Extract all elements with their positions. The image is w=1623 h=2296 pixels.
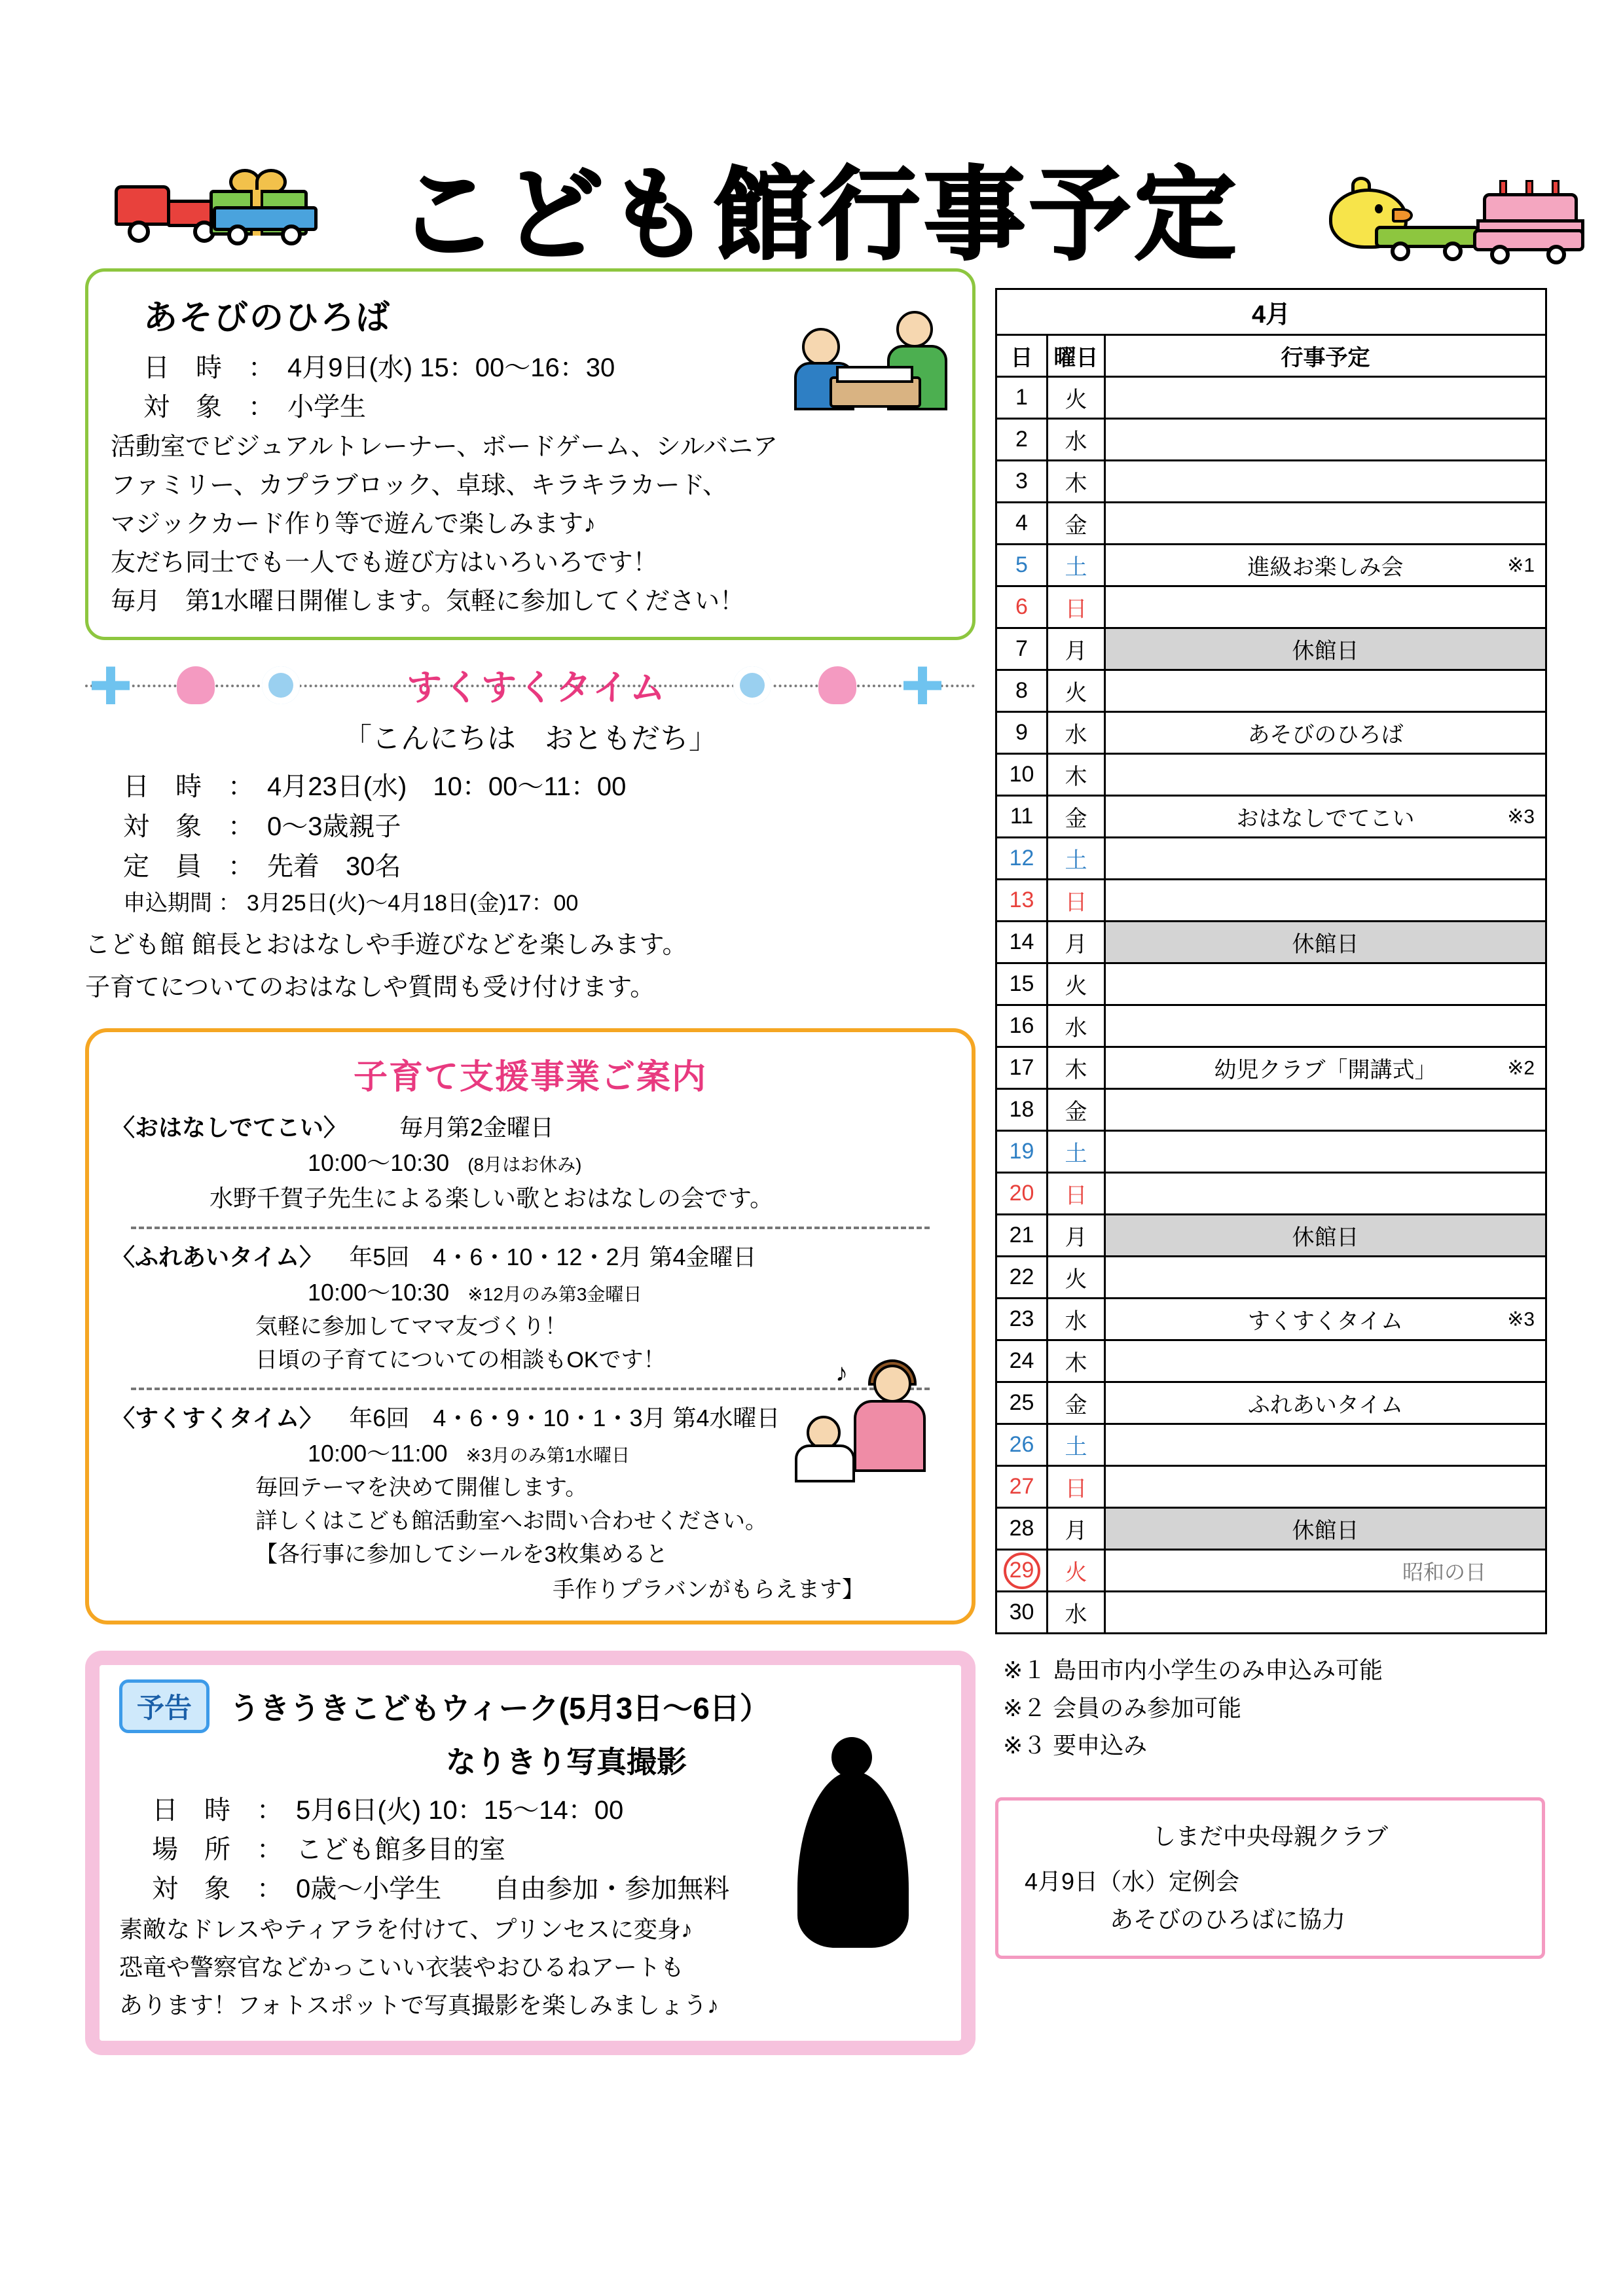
right-column (995, 288, 1545, 1959)
calendar-weekday: 土 (1048, 838, 1105, 880)
calendar-event (1105, 880, 1546, 922)
calendar-day: 18 (996, 1089, 1048, 1131)
calendar-event (1105, 1089, 1546, 1131)
calendar-weekday: 金 (1048, 1382, 1105, 1424)
calendar-weekday: 日 (1048, 880, 1105, 922)
fureai-time: 10:00〜10:30 (308, 1278, 450, 1306)
fureai-row (111, 1240, 949, 1275)
table-row (996, 1131, 1546, 1173)
ohanashi-head: 〈おはなしでてこい〉 (111, 1113, 348, 1141)
blue-car-icon (213, 206, 327, 249)
calendar-event (1105, 503, 1546, 545)
sukusuku-body-2: 子育てについてのおはなしや質問も受け付けます。 (85, 973, 655, 1001)
table-row (996, 503, 1546, 545)
calendar-day: 20 (996, 1173, 1048, 1215)
table-row (996, 1382, 1546, 1424)
table-row (996, 1466, 1546, 1508)
calendar-event: 進級お楽しみ会 ※1 (1105, 545, 1546, 586)
calendar-day: 19 (996, 1131, 1048, 1173)
kosodate-support-section (85, 1028, 976, 1624)
princess-silhouette-icon (784, 1737, 922, 1953)
calendar-day: 2 (996, 419, 1048, 461)
calendar-day: 12 (996, 838, 1048, 880)
sukusuku-apply-period: 申込期間 ： 3月25日(火)〜4月18日(金)17：00 (123, 890, 579, 916)
sukusuku-capacity: 定 員 ： 先着 30名 (123, 852, 401, 882)
table-row (996, 796, 1546, 838)
calendar-day: 24 (996, 1340, 1048, 1382)
table-row (996, 1047, 1546, 1089)
calendar-weekday: 金 (1048, 1089, 1105, 1131)
sukusuku-target: 対 象 ： 0〜3歳親子 (123, 812, 401, 842)
calendar-event (1105, 419, 1546, 461)
calendar-weekday: 月 (1048, 922, 1105, 963)
calendar-event (1105, 1005, 1546, 1047)
calendar-event (1105, 1131, 1546, 1173)
header-day: 日 (996, 335, 1048, 377)
yokoku-body-3: あります！フォトスポットで写真撮影を楽しみましょう♪ (119, 1992, 719, 2019)
sukusuku-time-note: ※3月のみ第1水曜日 (465, 1444, 630, 1465)
club-line-2: あそびのひろばに協力 (1110, 1905, 1346, 1933)
calendar-day: 16 (996, 1005, 1048, 1047)
calendar-day: 29 (996, 1550, 1048, 1592)
calendar-event (1105, 1340, 1546, 1382)
table-row (996, 1173, 1546, 1215)
calendar-event (1105, 461, 1546, 503)
calendar-event (1105, 377, 1546, 419)
calendar-weekday: 火 (1048, 963, 1105, 1005)
table-row (996, 880, 1546, 922)
ohanashi-time: 10:00〜10:30 (308, 1149, 450, 1176)
sukusuku-date: 日 時 ： 4月23日(水) 10：00〜11：00 (123, 772, 627, 802)
calendar-weekday: 火 (1048, 377, 1105, 419)
sukusuku-body-1: こども館 館長とおはなしや手遊びなどを楽しみます。 (85, 931, 687, 959)
table-row (996, 712, 1546, 754)
calendar-event (1105, 963, 1546, 1005)
calendar-day: 7 (996, 628, 1048, 670)
calendar-weekday: 金 (1048, 796, 1105, 838)
calendar-weekday: 日 (1048, 586, 1105, 628)
calendar-weekday: 月 (1048, 1215, 1105, 1257)
table-row (996, 628, 1546, 670)
fureai-freq: 年5回 4・6・10・12・2月 第4金曜日 (349, 1243, 757, 1270)
calendar-day: 4 (996, 503, 1048, 545)
asobi-body-5: 毎月 第1水曜日開催します。気軽に参加してください！ (111, 588, 745, 616)
calendar-weekday: 土 (1048, 1131, 1105, 1173)
note-2: ※２ 会員のみ参加可能 (1003, 1694, 1242, 1721)
fureai-desc-2: 日頃の子育てについての相談もOKです！ (255, 1347, 666, 1372)
asobi-body-4: 友だち同士でも一人でも遊び方はいろいろです！ (111, 549, 658, 577)
fureai-head: 〈ふれあいタイム〉 (111, 1243, 323, 1270)
calendar-event (1105, 1466, 1546, 1508)
note-3: ※３ 要申込み (1003, 1732, 1148, 1759)
calendar-day: 13 (996, 880, 1048, 922)
calendar-weekday: 土 (1048, 1424, 1105, 1466)
calendar-day: 14 (996, 922, 1048, 963)
calendar-event: 休館日 (1105, 1215, 1546, 1257)
asobi-body-3: マジックカード作り等で遊んで楽しみます♪ (111, 511, 596, 539)
table-row (996, 1340, 1546, 1382)
asobi-no-hiroba-section (85, 268, 976, 640)
sticker-note-1: 【各行事に参加してシールを3枚集めると (255, 1541, 668, 1567)
asobi-target: 対 象 ： 小学生 (143, 393, 366, 422)
table-row (996, 1257, 1546, 1299)
yokoku-title-2: なりきり写真撮影 (446, 1744, 687, 1779)
calendar-weekday: 金 (1048, 503, 1105, 545)
pink-car-icon (1473, 229, 1591, 268)
table-row (996, 461, 1546, 503)
calendar-weekday: 水 (1048, 1005, 1105, 1047)
calendar-day: 26 (996, 1424, 1048, 1466)
event-footnote-mark: ※2 (1507, 1057, 1535, 1079)
calendar-day: 15 (996, 963, 1048, 1005)
ohanashi-time-note: (8月はお休み) (467, 1154, 582, 1175)
table-row (996, 838, 1546, 880)
calendar-weekday: 木 (1048, 461, 1105, 503)
fureai-desc-1: 気軽に参加してママ友づくり！ (255, 1314, 567, 1339)
calendar-weekday: 火 (1048, 1550, 1105, 1592)
sticker-note-2: 手作りプラバンがもらえます】 (553, 1577, 864, 1602)
calendar-event (1105, 586, 1546, 628)
sukusuku-desc-2: 詳しくはこども館活動室へお問い合わせください。 (255, 1508, 767, 1534)
table-row (996, 1424, 1546, 1466)
yokoku-section (85, 1651, 976, 2056)
calendar-event: 幼児クラブ「開講式」 ※2 (1105, 1047, 1546, 1089)
asobi-date: 日 時 ： 4月9日(水) 15：00〜16：30 (143, 353, 615, 382)
calendar-weekday: 水 (1048, 1592, 1105, 1634)
fureai-time-row (308, 1275, 949, 1310)
sukusuku-title: すくすくタイム (407, 668, 667, 708)
divider-1 (131, 1227, 930, 1229)
calendar-event (1105, 670, 1546, 712)
note-1: ※１ 島田市内小学生のみ申込み可能 (1003, 1657, 1383, 1683)
blue-flower-icon-2 (733, 666, 771, 704)
fureai-time-note: ※12月のみ第3金曜日 (467, 1283, 642, 1304)
table-row (996, 963, 1546, 1005)
pink-flower-icon (177, 666, 215, 704)
event-footnote-mark: ※1 (1507, 554, 1535, 576)
table-row (996, 545, 1546, 586)
sukusuku-desc-1: 毎回テーマを決めて開催します。 (255, 1475, 588, 1500)
blue-flower-icon (262, 666, 300, 704)
calendar-event (1105, 1257, 1546, 1299)
calendar-event: あそびのひろば (1105, 712, 1546, 754)
mother-and-baby-icon: ♪ (775, 1359, 939, 1484)
table-row (996, 1592, 1546, 1634)
calendar-day: 6 (996, 586, 1048, 628)
header-event: 行事予定 (1105, 335, 1546, 377)
calendar-day: 11 (996, 796, 1048, 838)
calendar-event: おはなしでてこい ※3 (1105, 796, 1546, 838)
yokoku-body-1: 素敵なドレスやティアラを付けて、プリンセスに変身♪ (119, 1915, 693, 1943)
table-row (996, 1299, 1546, 1340)
yokoku-body-2: 恐竜や警察官などかっこいい衣装やおひるねアートも (119, 1953, 684, 1981)
cross-flower-icon (92, 666, 130, 704)
calendar-event: 休館日 (1105, 628, 1546, 670)
calendar-day: 22 (996, 1257, 1048, 1299)
club-line-1: 4月9日（水）定例会 (1025, 1868, 1240, 1895)
sukusuku-divider (85, 662, 976, 708)
poster-header (0, 65, 1623, 274)
table-row (996, 922, 1546, 963)
calendar-day: 21 (996, 1215, 1048, 1257)
ohanashi-time-row (308, 1145, 949, 1181)
calendar-month: 4月 (996, 289, 1546, 335)
calendar-weekday: 火 (1048, 670, 1105, 712)
calendar-event: 休館日 (1105, 1508, 1546, 1550)
table-row (996, 419, 1546, 461)
header-weekday: 曜日 (1048, 335, 1105, 377)
calendar-day: 5 (996, 545, 1048, 586)
ohanashi-row (111, 1110, 949, 1145)
table-row (996, 1508, 1546, 1550)
ohanashi-freq: 毎月第2金曜日 (399, 1113, 555, 1141)
calendar-event: ふれあいタイム (1105, 1382, 1546, 1424)
table-row (996, 586, 1546, 628)
calendar-day: 8 (996, 670, 1048, 712)
calendar-day: 1 (996, 377, 1048, 419)
page-title: こども館行事予定 (397, 156, 1240, 274)
calendar-notes (995, 1651, 1545, 1765)
children-playing-icon (798, 294, 955, 412)
calendar-event (1105, 1550, 1546, 1592)
pink-flower-icon-2 (818, 666, 856, 704)
holiday-label: 昭和の日 (1402, 1560, 1487, 1584)
calendar-event (1105, 1424, 1546, 1466)
calendar-weekday: 木 (1048, 754, 1105, 796)
table-row (996, 377, 1546, 419)
calendar-day: 27 (996, 1466, 1048, 1508)
yokoku-place: 場 所 ： こども館多目的室 (152, 1835, 505, 1864)
event-footnote-mark: ※3 (1507, 806, 1535, 827)
calendar-event: すくすくタイム ※3 (1105, 1299, 1546, 1340)
asobi-body-2: ファミリー、カプラブロック、卓球、キラキラカード、 (111, 472, 728, 500)
table-row (996, 1005, 1546, 1047)
calendar-event: 休館日 (1105, 922, 1546, 963)
green-car-icon (1375, 226, 1486, 265)
kosodate-title: 子育て支援事業ご案内 (353, 1058, 707, 1096)
calendar-event (1105, 754, 1546, 796)
table-row (996, 1550, 1546, 1592)
club-title: しまだ中央母親クラブ (1152, 1822, 1388, 1850)
calendar-weekday: 水 (1048, 712, 1105, 754)
calendar-weekday: 木 (1048, 1340, 1105, 1382)
sukusuku-time: 10:00〜11:00 (308, 1439, 448, 1467)
calendar-day: 30 (996, 1592, 1048, 1634)
calendar-day: 3 (996, 461, 1048, 503)
calendar-weekday: 日 (1048, 1466, 1105, 1508)
asobi-title: あそびのひろば (143, 299, 392, 337)
calendar-event (1105, 838, 1546, 880)
event-calendar-table (995, 288, 1547, 1634)
calendar-body (996, 377, 1546, 1634)
mothers-club-box (995, 1797, 1545, 1959)
calendar-event (1105, 1173, 1546, 1215)
sukusuku-subtitle: 「こんにちは おともだち」 (343, 723, 718, 755)
sukusuku-freq: 年6回 4・6・9・10・1・3月 第4水曜日 (349, 1404, 780, 1431)
asobi-body-1: 活動室でビジュアルトレーナー、ボードゲーム、シルバニア (111, 433, 778, 461)
yokoku-target: 対 象 ： 0歳〜小学生 自由参加・参加無料 (152, 1874, 730, 1903)
left-column (85, 268, 976, 2055)
cross-flower-icon-2 (903, 666, 941, 704)
table-row (996, 670, 1546, 712)
calendar-weekday: 月 (1048, 628, 1105, 670)
calendar-day: 23 (996, 1299, 1048, 1340)
calendar-day: 17 (996, 1047, 1048, 1089)
calendar-day: 10 (996, 754, 1048, 796)
calendar-weekday: 日 (1048, 1173, 1105, 1215)
table-row (996, 1089, 1546, 1131)
calendar-weekday: 水 (1048, 419, 1105, 461)
yokoku-title-1: うきうきこどもウィーク(5月3日〜6日） (229, 1691, 770, 1725)
event-footnote-mark: ※3 (1507, 1308, 1535, 1330)
yokoku-badge: 予告 (119, 1679, 210, 1733)
calendar-weekday: 土 (1048, 545, 1105, 586)
sukusuku-section (85, 715, 976, 1005)
table-row (996, 1215, 1546, 1257)
calendar-day: 25 (996, 1382, 1048, 1424)
ohanashi-desc: 水野千賀子先生による楽しい歌とおはなしの会です。 (210, 1184, 774, 1211)
calendar-weekday: 火 (1048, 1257, 1105, 1299)
calendar-weekday: 月 (1048, 1508, 1105, 1550)
calendar-event (1105, 1592, 1546, 1634)
yokoku-date: 日 時 ： 5月6日(火) 10：15〜14：00 (152, 1795, 624, 1825)
calendar-weekday: 水 (1048, 1299, 1105, 1340)
calendar-day: 28 (996, 1508, 1048, 1550)
calendar-weekday: 木 (1048, 1047, 1105, 1089)
table-row (996, 754, 1546, 796)
calendar-day: 9 (996, 712, 1048, 754)
sukusuku-head: 〈すくすくタイム〉 (111, 1404, 323, 1431)
